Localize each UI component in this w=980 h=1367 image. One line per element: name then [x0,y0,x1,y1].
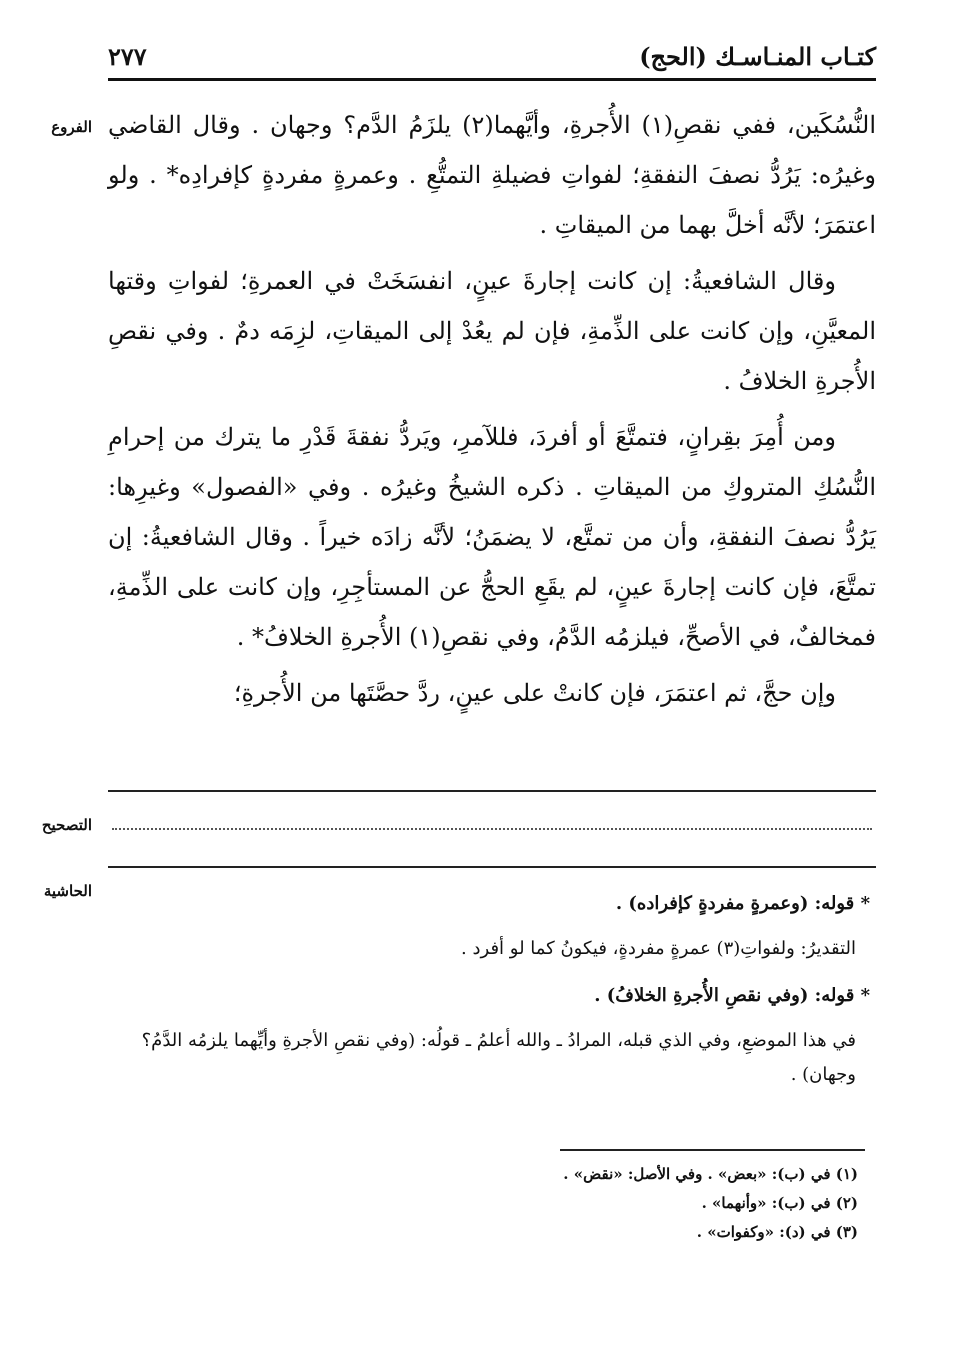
main-paragraph-2: وقال الشافعيةُ: إن كانت إجارةَ عينٍ، انفسَخَتْ في العمرةِ؛ لفواتِ وقتها المعيَّنِ، وإن كانت على الذِّمةِ، فإن لم يعُدْ إلى الميقاتِ، لزِمَه دمٌ . وفي نقصِ الأُجرةِ الخلافُ . [108,267,876,395]
note-heading-1: * قوله: (وعمرةٍ مفردةٍ كإفراده) . [615,893,870,914]
star-mark: * [860,893,870,914]
side-label-hashiya: الحاشية [43,882,92,900]
divider-bottom [108,866,876,868]
main-text [108,100,876,724]
note-heading-2: * قوله: (وفي نقصِ الأُجرةِ الخلافُ) . [594,985,870,1006]
tashih-dotted-line [112,828,872,830]
header-rule [108,78,876,81]
footnote-2: (٢) في (ب): «وأنهما» . [701,1194,858,1212]
star-mark: * [860,985,870,1006]
main-paragraph-3: ومن أُمِرَ بقِرانٍ، فتمتَّعَ أو أفردَ، فللآمرِ، ويَردُّ نفقةَ قَدْرِ ما يترك من إحرامِ النُّسُكِ المتروكِ من الميقاتِ . ذكره الشيخُ وغيرُه . وفي «الفصول» وغيرِها: يَرُدُّ نصفَ النفقةِ، وأن من تمتَّع، لا يضمَنُ؛ لأنَّه زادَه خيراً . وقال الشافعيةُ: إن تمتَّعَ، فإن كانت إجارةَ عينٍ، لم يقَعِ الحجُّ عن المستأجِرِ، وإن كانت على الذِّمةِ، فمخالفٌ، في الأصحِّ، فيلزمُه الدَّمُ، وفي نقصِ(١) الأُجرةِ الخلافُ* . [108,423,876,651]
side-label-tashih: التصحيح [41,816,92,834]
footnote-rule [560,1149,865,1151]
note-body-1: التقديرُ: ولفواتِ(٣) عمرةٍ مفردةٍ، فيكونُ كما لو أفرد . [461,938,856,959]
note-body-2: في هذا الموضعِ، وفي الذي قبله، المرادُ ـ والله أعلمُ ـ قولُه: (وفي نقصِ الأجرةِ وأيِّهما يلزمُه الدَّمُ؟ وجهان) . [141,1030,856,1085]
divider-top [108,790,876,792]
page-number: ٢٧٧ [108,41,147,71]
footnotes [108,1160,858,1247]
footnote-3: (٣) في (د): «وكفوات» . [696,1223,858,1241]
main-paragraph-1: النُّسُكَين، ففي نقصِ(١) الأُجرةِ، وأيَّهما(٢) يلزَمُ الدَّم؟ وجهان . وقال القاضي وغيرُه: يَرُدُّ نصفَ النفقةِ؛ لفواتِ فضيلةِ التمتُّعِ . وعمرةٍ مفردةٍ كإفرادِه* . ولو اعتمَرَ؛ لأنَّه أخلَّ بهما من الميقاتِ . [108,111,876,239]
side-label-furu: الفروع [51,118,92,136]
footnote-1: (١) في (ب): «بعض» . وفي الأصل: «نقض» . [563,1165,858,1183]
main-paragraph-4: وإن حجَّ، ثم اعتمَرَ، فإن كانتْ على عينٍ، ردَّ حصَّتَها من الأُجرةِ؛ [233,679,836,707]
page-header [108,38,876,74]
running-title: كتـاب المنـاسـك (الحج) [639,41,876,71]
commentary [108,890,876,1108]
